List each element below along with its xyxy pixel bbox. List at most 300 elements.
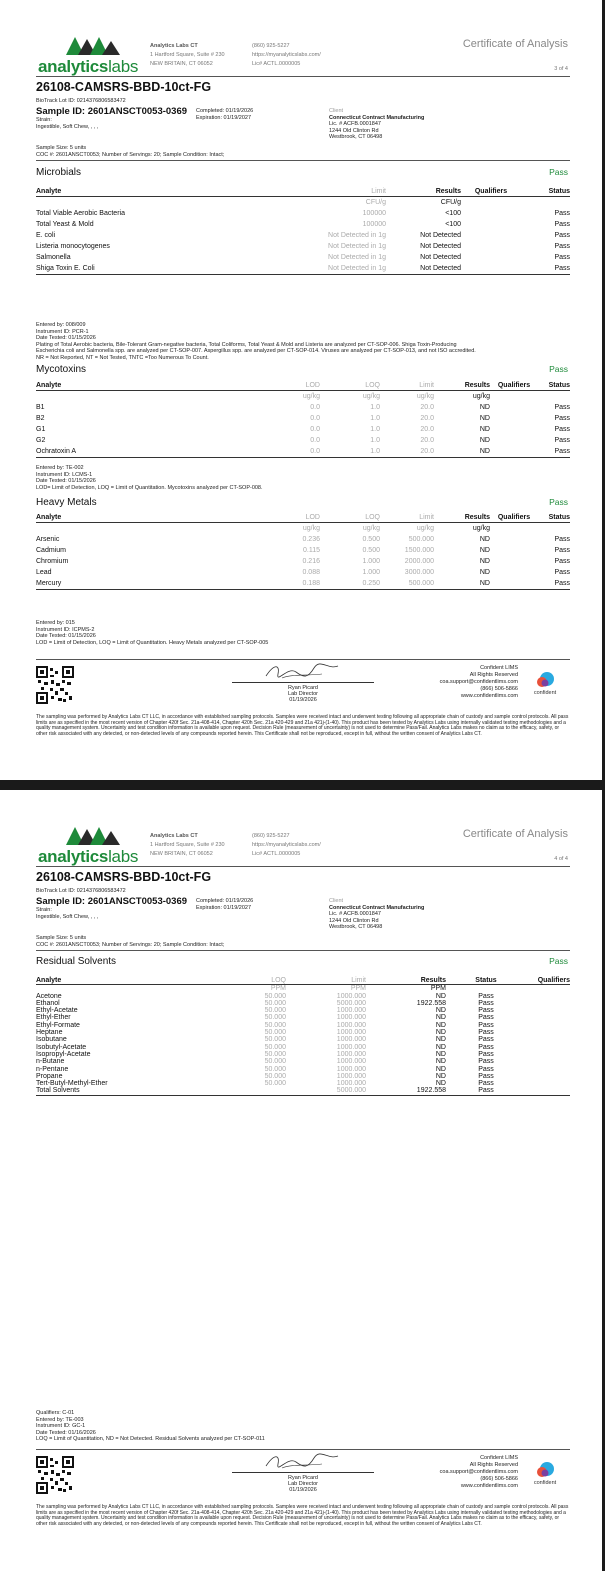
disclaimer: The sampling was performed by Analytics Labs CT LLC, in accordance with established sampling protocols. Samples were received intact and underwent testing following all appropriate chain of custody and sample control protocols. All pass limits are as specified in the most recent version of Chapter 420f Sec. 21a-408-414, Chapter 420h Sec. 21a 420-429 and 21a 421j-(1-40). This product has been tested by Analytics Labs using internally validated testing methodologies and a quality management system. Uncertainty and test condition information is available upon request. Decision Rule (measurement of uncertainty) is not used to determine Pass/Fail. Analytics Labs makes no claim as to the efficacy, safety, or other risk associated with any detected, or non-detected levels of any compounds reported herein. This Certificate shall not be reproduced, except in full, without the written consent of Analytics Labs CT. (36, 714, 569, 737)
status-badge: Pass (549, 956, 568, 966)
limit-cell: 100000 (362, 210, 386, 217)
table-row (36, 1080, 570, 1087)
status-badge: Pass (549, 497, 568, 507)
table-row (36, 1022, 570, 1029)
signature-block: Ryan Picard Lab Director 01/19/2026 (232, 1472, 374, 1493)
table-row (36, 1087, 570, 1095)
analyte-cell: E. coli (36, 232, 56, 239)
table-row (36, 578, 570, 590)
note-line: LOD= Limit of Detection, LOQ = Limit of Quantitation. Mycotoxins analyzed per CT-SOP-008. (36, 484, 263, 491)
analyte-cell: Isobutane (36, 1036, 67, 1044)
status-cell: Pass (478, 1043, 494, 1051)
units-row: ug/kg ug/kg ug/kg ug/kg (302, 525, 490, 532)
result-cell: ND (435, 1014, 446, 1022)
loq-cell: 1.000 (362, 569, 380, 576)
table-header: Analyte LOD LOQ Limit Results Qualifiers Status (36, 382, 570, 389)
qualifier-cell (490, 534, 538, 545)
doc-title: Certificate of Analysis (462, 38, 568, 50)
status-cell: Pass (538, 446, 570, 458)
table-row (36, 424, 570, 435)
table-row (36, 1036, 570, 1043)
loq-cell: 50.000 (264, 1029, 286, 1037)
result-cell: ND (479, 437, 490, 444)
qualifier-cell (490, 413, 538, 424)
lab-contact: (860) 925-5227 https://myanalyticslabs.com/ Lic# ACTL.0000005 (252, 43, 321, 67)
heavy-metals-notes (36, 620, 570, 646)
qualifier-cell (526, 1007, 570, 1014)
coa-page-4 (0, 790, 602, 1571)
status-cell: Pass (478, 1058, 494, 1066)
limit-cell: 1000.000 (336, 1029, 366, 1037)
qr-code-icon (36, 666, 74, 704)
logo-wordmark: analyticslabs (38, 57, 139, 76)
confident-logo: confident (530, 672, 560, 696)
limit-cell: 1500.000 (404, 547, 434, 554)
biotrack-id: BioTrack Lot ID: 0214376806583472 (36, 888, 126, 894)
doc-title: Certificate of Analysis (462, 828, 568, 840)
status-cell: Pass (478, 1021, 494, 1029)
section-title-residual-solvents: Residual Solvents (36, 956, 117, 967)
qualifier-cell (526, 1014, 570, 1021)
loq-cell: 50.000 (264, 1080, 286, 1088)
result-cell: ND (435, 1029, 446, 1037)
microbials-notes (36, 322, 570, 361)
qualifier-cell (526, 1051, 570, 1058)
result-cell: ND (435, 1080, 446, 1088)
lab-address: Analytics Labs CT 1 Hartford Square, Suite # 230 NEW BRITAIN, CT 06052 (150, 43, 225, 67)
analyte-cell: B1 (36, 404, 45, 411)
table-row (36, 545, 570, 556)
dates: Completed: 01/19/2026 Expiration: 01/19/2027 (196, 898, 254, 911)
table-row (36, 1051, 570, 1058)
analyte-cell: G1 (36, 426, 46, 433)
loq-cell: 0.250 (320, 578, 380, 590)
mountain-logo-icon (66, 825, 122, 845)
divider (36, 659, 570, 660)
status-cell: Pass (554, 536, 570, 543)
analyte-cell: Total Yeast & Mold (36, 221, 94, 228)
result-cell: ND (479, 547, 490, 554)
table-row (36, 534, 570, 545)
lod-cell: 0.0 (310, 404, 320, 411)
status-cell: Pass (478, 1080, 494, 1088)
result-cell: ND (434, 446, 490, 458)
status-badge: Pass (549, 364, 568, 374)
page-number: 4 of 4 (554, 856, 568, 862)
loq-cell: 50.000 (264, 1036, 286, 1044)
qualifier-cell (461, 219, 521, 230)
analyte-cell: Shiga Toxin E. Coli (36, 263, 196, 275)
table-row (36, 402, 570, 413)
table-row (36, 446, 570, 458)
limit-cell: Not Detected in 1g (328, 254, 386, 261)
note-line: Qualifiers: C-01 (36, 1410, 75, 1416)
divider (36, 1449, 570, 1450)
loq-cell: 50.000 (264, 1050, 286, 1058)
note-line: Entered by: TE-003 (36, 1416, 84, 1423)
limit-cell: Not Detected in 1g (328, 232, 386, 239)
limit-cell: 20.0 (420, 415, 434, 422)
qualifier-cell (461, 241, 521, 252)
table-header: Analyte LOQ Limit Results Status Qualifiers (36, 977, 570, 984)
qualifier-cell (526, 1080, 570, 1087)
lab-contact: (860) 925-5227 https://myanalyticslabs.com/ Lic# ACTL.0000005 (252, 833, 321, 857)
analyte-cell: Ethyl-Formate (36, 1021, 80, 1029)
limit-cell: Not Detected in 1g (196, 263, 386, 275)
units-row: CFU/g CFU/g (365, 199, 461, 206)
table-row (36, 1044, 570, 1051)
status-cell: Pass (554, 210, 570, 217)
lab-address: Analytics Labs CT 1 Hartford Square, Suite # 230 NEW BRITAIN, CT 06052 (150, 833, 225, 857)
units-row: PPM PPM PPM (270, 985, 446, 993)
limit-cell: 2000.000 (404, 558, 434, 565)
limit-cell: 1000.000 (336, 1036, 366, 1044)
client-info: Client Connecticut Contract Manufacturing Lic. # ACFB.0001847 1244 Old Clinton Rd Westbrook, CT 06498 (329, 108, 425, 140)
analyte-cell: G2 (36, 437, 46, 444)
status-cell: Pass (478, 1036, 494, 1044)
status-cell: Pass (554, 254, 570, 261)
section-title-microbials: Microbials (36, 167, 82, 178)
qualifier-cell (526, 1029, 570, 1036)
result-cell: ND (435, 1072, 446, 1080)
table-row (36, 567, 570, 578)
status-cell: Pass (478, 999, 494, 1007)
analyte-cell: Chromium (36, 558, 69, 565)
note-line: Entered by: 008/009 (36, 322, 86, 328)
result-cell: ND (479, 415, 490, 422)
sample-details: Sample Size: 5 units COC #: 2601ANSCT0053; Number of Servings: 20; Sample Condition: Intact; (36, 145, 225, 158)
lod-cell: 0.0 (236, 446, 320, 458)
signature-block: Ryan Picard Lab Director 01/19/2026 (232, 682, 374, 703)
result-cell: ND (435, 1050, 446, 1058)
divider (36, 160, 570, 161)
product-name: 26108-CAMSRS-BBD-10ct-FG (36, 870, 212, 884)
loq-cell: 50.000 (264, 1021, 286, 1029)
qualifier-cell (490, 578, 538, 590)
biotrack-id: BioTrack Lot ID: 0214376806583472 (36, 98, 126, 104)
analyte-cell: n-Butane (36, 1058, 65, 1066)
status-cell: Pass (478, 1007, 494, 1015)
table-row (36, 1029, 570, 1036)
note-line: Date Tested: 01/15/2026 (36, 633, 96, 639)
status-cell: Pass (478, 1072, 494, 1080)
analyte-cell: Propane (36, 1072, 63, 1080)
lod-cell: 0.188 (236, 578, 320, 590)
status-cell: Pass (478, 1029, 494, 1037)
status-cell: Pass (554, 426, 570, 433)
limit-cell: 1000.000 (336, 1080, 366, 1088)
loq-cell: 50.000 (264, 999, 286, 1007)
lod-cell: 0.115 (303, 547, 320, 554)
result-cell: <100 (445, 221, 461, 228)
qualifier-cell (461, 263, 521, 275)
result-cell: ND (435, 1007, 446, 1015)
qualifier-cell (526, 1073, 570, 1080)
table-row (36, 993, 570, 1000)
analyte-cell: Ochratoxin A (36, 446, 236, 458)
loq-cell: 1.0 (370, 426, 380, 433)
table-row (36, 219, 570, 230)
limit-cell: 5000.000 (286, 1087, 366, 1095)
status-cell: Pass (554, 404, 570, 411)
qualifier-cell (526, 1036, 570, 1043)
qualifier-cell (490, 567, 538, 578)
loq-cell: 50.000 (264, 992, 286, 1000)
loq-cell: 1.0 (320, 446, 380, 458)
result-cell: ND (479, 404, 490, 411)
table-row (36, 1065, 570, 1072)
analyte-cell: Heptane (36, 1029, 63, 1037)
limit-cell: 20.0 (420, 404, 434, 411)
note-line: Entered by: 015 (36, 620, 75, 626)
analyte-cell: Ethyl-Ether (36, 1014, 71, 1022)
loq-cell: 50.000 (264, 1043, 286, 1051)
analyte-cell: Salmonella (36, 254, 71, 261)
loq-cell: 1.0 (370, 415, 380, 422)
table-row (36, 556, 570, 567)
qualifier-cell (526, 1058, 570, 1065)
note-line: Instrument ID: LCMS-1 (36, 471, 93, 478)
analyte-cell: Cadmium (36, 547, 66, 554)
status-cell: Pass (478, 1050, 494, 1058)
analyte-cell: Lead (36, 569, 52, 576)
divider (36, 76, 570, 77)
lims-info: Confident LIMS All Rights Reserved coa.support@confidentlims.com (866) 506-5866 www.confidentlims.com (439, 1455, 518, 1489)
qualifier-cell (490, 556, 538, 567)
result-cell: 1922.558 (416, 999, 446, 1007)
status-cell: Pass (478, 992, 494, 1000)
table-row (36, 1014, 570, 1021)
table-row (36, 241, 570, 252)
result-cell: ND (435, 992, 446, 1000)
result-cell: Not Detected (420, 243, 461, 250)
limit-cell: 1000.000 (336, 1014, 366, 1022)
result-cell: ND (479, 558, 490, 565)
result-cell: <100 (445, 210, 461, 217)
note-line: Date Tested: 01/16/2026 (36, 1429, 96, 1436)
residual-solvents-notes (36, 1410, 570, 1443)
limit-cell: 1000.000 (336, 1021, 366, 1029)
table-row (36, 435, 570, 446)
analyte-cell: Arsenic (36, 536, 60, 543)
result-cell: ND (434, 578, 490, 590)
status-cell: Pass (538, 578, 570, 590)
divider (36, 950, 570, 951)
lod-cell: 0.0 (310, 426, 320, 433)
strain-info: Strain: Ingestible, Soft Chew, , , , (36, 907, 99, 920)
sample-details: Sample Size: 5 units COC #: 2601ANSCT0053; Number of Servings: 20; Sample Condition: Intact; (36, 935, 225, 948)
mountain-logo-icon (66, 35, 122, 55)
result-cell: ND (479, 426, 490, 433)
lod-cell: 0.0 (310, 415, 320, 422)
lod-cell: 0.0 (310, 437, 320, 444)
lod-cell: 0.216 (302, 558, 320, 565)
analyte-cell: Tert-Butyl-Methyl-Ether (36, 1080, 108, 1088)
loq-cell: 50.000 (264, 1065, 286, 1073)
limit-cell: 20.0 (420, 426, 434, 433)
result-cell: Not Detected (420, 254, 461, 261)
lod-cell: 0.236 (302, 536, 320, 543)
qualifier-cell (526, 993, 570, 1000)
result-cell: Not Detected (386, 263, 461, 275)
qualifier-cell (526, 1022, 570, 1029)
result-cell: Not Detected (420, 232, 461, 239)
dates: Completed: 01/19/2026 Expiration: 01/19/2027 (196, 108, 254, 121)
status-cell: Pass (554, 415, 570, 422)
loq-cell: 1.000 (362, 558, 380, 565)
sample-id: Sample ID: 2601ANSCT0053-0369 (36, 896, 188, 907)
table-row (36, 252, 570, 263)
section-title-heavy-metals: Heavy Metals (36, 497, 97, 508)
loq-cell: 50.000 (264, 1072, 286, 1080)
limit-cell: 500.000 (380, 578, 434, 590)
confident-logo-icon (534, 672, 556, 688)
mycotoxins-table (36, 381, 570, 458)
logo-wordmark: analyticslabs (38, 847, 139, 866)
limit-cell: 1000.000 (336, 992, 366, 1000)
analyte-cell: Acetone (36, 992, 62, 1000)
result-cell: ND (435, 1043, 446, 1051)
status-cell: Pass (478, 1065, 494, 1073)
residual-solvents-table (36, 977, 570, 1096)
limit-cell: 1000.000 (336, 1065, 366, 1073)
divider (36, 866, 570, 867)
note-line: Instrument ID: PCR-1 (36, 328, 89, 335)
note-line: LOD = Limit of Detection, LOQ = Limit of Quantitation. Heavy Metals analyzed per CT-SOP-005 (36, 639, 269, 646)
analyte-cell: B2 (36, 415, 45, 422)
table-row (36, 1058, 570, 1065)
limit-cell: 1000.000 (336, 1050, 366, 1058)
result-cell: 1922.558 (366, 1087, 446, 1095)
loq-cell: 50.000 (264, 1058, 286, 1066)
confident-logo-icon (534, 1462, 556, 1478)
signature-icon (262, 1452, 342, 1472)
status-cell: Pass (554, 547, 570, 554)
loq-cell: 1.0 (370, 404, 380, 411)
note-line: Instrument ID: ICPMS-2 (36, 626, 95, 633)
table-row (36, 263, 570, 275)
table-row (36, 208, 570, 219)
analyte-cell: Ethanol (36, 999, 60, 1007)
limit-cell: 500.000 (408, 536, 434, 543)
result-cell: ND (435, 1065, 446, 1073)
status-cell: Pass (554, 558, 570, 565)
status-cell: Pass (446, 1087, 526, 1095)
note-line: Plating of Total Aerobic bacteria, Bile-Tolerant Gram-negative bacteria, Total Coliforms, Total Yeast & Mold and Listeria are analyzed per CT-SOP-006. Shiga Toxin-Producing (36, 341, 457, 348)
status-cell: Pass (554, 232, 570, 239)
note-line: Date Tested: 01/15/2026 (36, 478, 96, 484)
qualifier-cell (490, 424, 538, 435)
qr-code-icon (36, 1456, 74, 1494)
disclaimer: The sampling was performed by Analytics Labs CT LLC, in accordance with established sampling protocols. Samples were received intact and underwent testing following all appropriate chain of custody and sample control protocols. All pass limits are as specified in the most recent version of Chapter 420f Sec. 21a-408-414, Chapter 420h Sec. 21a 420-429 and 21a 421j-(1-40). This product has been tested by Analytics Labs using internally validated testing methodologies and a quality management system. Uncertainty and test condition information is available upon request. Decision Rule (measurement of uncertainty) is not used to determine Pass/Fail. Analytics Labs makes no claim as to the efficacy, safety, or other risk associated with any detected, or non-detected levels of any compounds reported herein. This Certificate shall not be reproduced, except in full, without the written consent of Analytics Labs CT. (36, 1504, 569, 1527)
limit-cell: 5000.000 (336, 999, 366, 1007)
analyte-cell: Mercury (36, 578, 236, 590)
product-name: 26108-CAMSRS-BBD-10ct-FG (36, 80, 212, 94)
limit-cell: 20.0 (380, 446, 434, 458)
limit-cell: Not Detected in 1g (328, 243, 386, 250)
status-badge: Pass (549, 167, 568, 177)
loq-cell: 1.0 (370, 437, 380, 444)
status-cell: Pass (554, 221, 570, 228)
signature-icon (262, 662, 342, 682)
limit-cell: 100000 (362, 221, 386, 228)
table-row (36, 1007, 570, 1014)
limit-cell: 1000.000 (336, 1058, 366, 1066)
loq-cell: 0.500 (362, 536, 380, 543)
qualifier-cell (526, 1000, 570, 1007)
client-info: Client Connecticut Contract Manufacturing Lic. # ACFB.0001847 1244 Old Clinton Rd Westbrook, CT 06498 (329, 898, 425, 930)
qualifier-cell (490, 402, 538, 413)
result-cell: ND (435, 1036, 446, 1044)
result-cell: ND (479, 569, 490, 576)
loq-cell: 50.000 (264, 1014, 286, 1022)
sample-id: Sample ID: 2601ANSCT0053-0369 (36, 106, 188, 117)
qualifier-cell (526, 1087, 570, 1095)
heavy-metals-table (36, 513, 570, 590)
qualifier-cell (490, 545, 538, 556)
qualifier-cell (461, 208, 521, 219)
strain-info: Strain: Ingestible, Soft Chew, , , , (36, 117, 99, 130)
limit-cell: 1000.000 (336, 1043, 366, 1051)
microbials-table (36, 187, 570, 275)
qualifier-cell (461, 230, 521, 241)
loq-cell: 0.500 (362, 547, 380, 554)
lims-info: Confident LIMS All Rights Reserved coa.support@confidentlims.com (866) 506-5866 www.confidentlims.com (439, 665, 518, 699)
qualifier-cell (526, 1065, 570, 1072)
limit-cell: 1000.000 (336, 1072, 366, 1080)
table-row (36, 413, 570, 424)
limit-cell: 3000.000 (404, 569, 434, 576)
status-cell: Pass (554, 243, 570, 250)
note-line: LOQ = Limit of Quantitation, ND = Not Detected. Residual Solvents analyzed per CT-SOP-011 (36, 1436, 265, 1442)
status-cell: Pass (521, 263, 570, 275)
lod-cell: 0.088 (302, 569, 320, 576)
note-line: Date Tested: 01/15/2026 (36, 335, 96, 341)
limit-cell: 20.0 (420, 437, 434, 444)
table-row (36, 1073, 570, 1080)
qualifier-cell (461, 252, 521, 263)
result-cell: ND (435, 1058, 446, 1066)
analyte-cell: Isopropyl-Acetate (36, 1050, 91, 1058)
analyte-cell: Total Viable Aerobic Bacteria (36, 210, 125, 217)
confident-logo: confident (530, 1462, 560, 1486)
note-line: Escherichia coli and Salmonella spp. are analyzed per CT-SOP-007. Aspergillus spp. are analyzed per CT-SOP-014. Viruses are analyzed per CT-SOP-013, and not ISO accredited. (36, 348, 476, 354)
analyte-cell: Total Solvents (36, 1087, 186, 1095)
qualifier-cell (490, 435, 538, 446)
note-line: Entered by: TE-002 (36, 465, 84, 471)
table-header: Analyte Limit Results Qualifiers Status (36, 188, 570, 195)
table-header: Analyte LOD LOQ Limit Results Qualifiers Status (36, 514, 570, 521)
status-cell: Pass (478, 1014, 494, 1022)
coa-page-3 (0, 0, 602, 780)
analyte-cell: Isobutyl-Acetate (36, 1043, 87, 1051)
page-number: 3 of 4 (554, 66, 568, 72)
status-cell: Pass (554, 437, 570, 444)
status-cell: Pass (554, 569, 570, 576)
note-line: NR = Not Reported, NT = Not Tested, TNTC =Too Numerous To Count. (36, 354, 209, 361)
result-cell: ND (435, 1021, 446, 1029)
qualifier-cell (490, 446, 538, 458)
analyte-cell: Ethyl-Acetate (36, 1007, 78, 1015)
analyte-cell: n-Pentane (36, 1065, 69, 1073)
table-row (36, 230, 570, 241)
limit-cell: 1000.000 (336, 1007, 366, 1015)
table-row (36, 1000, 570, 1007)
analyte-cell: Listeria monocytogenes (36, 243, 110, 250)
loq-cell (186, 1087, 286, 1095)
result-cell: ND (479, 536, 490, 543)
units-row: ug/kg ug/kg ug/kg ug/kg (302, 393, 490, 400)
